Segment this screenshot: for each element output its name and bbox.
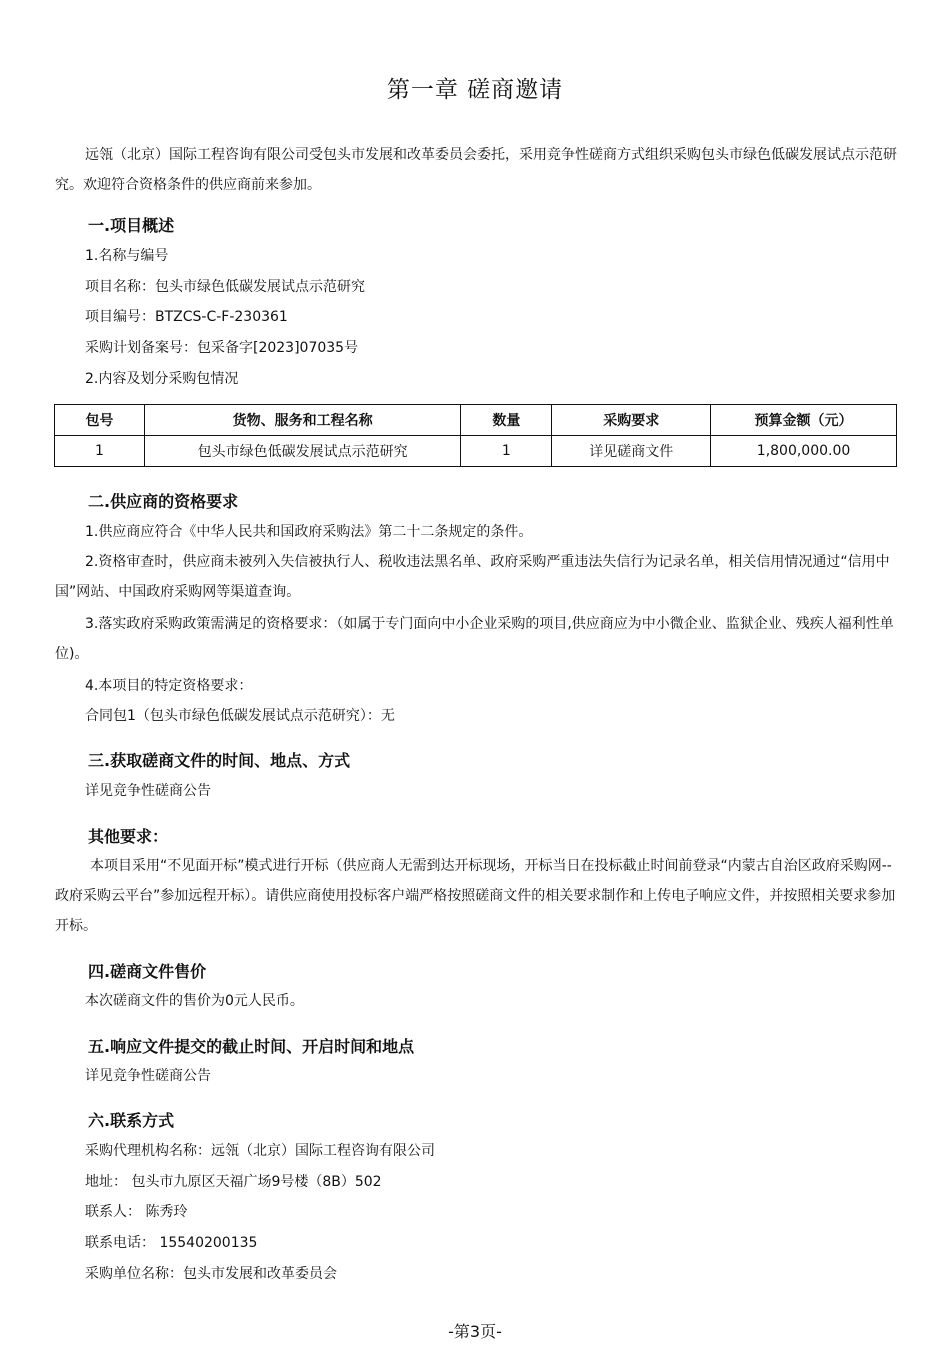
header-budget: 预算金额（元） <box>711 405 897 436</box>
project-name-line: 项目名称：包头市绿色低碳发展试点示范研究 <box>85 279 365 295</box>
package-table <box>54 404 897 467</box>
section-3-heading: 三.获取磋商文件的时间、地点、方式 <box>88 751 351 770</box>
cell-quantity: 1 <box>461 436 552 467</box>
cell-budget: 1,800,000.00 <box>711 436 897 467</box>
intro-paragraph: 远瓴（北京）国际工程咨询有限公司受包头市发展和改革委员会委托，采用竞争性磋商方式组织采购包头市绿色低碳发展试点示范研究。欢迎符合资格条件的供应商前来参加。 <box>55 147 897 193</box>
qualification-item-3: 3.落实政府采购政策需满足的资格要求：（如属于专门面向中小企业采购的项目,供应商应为中小微企业、监狱企业、残疾人福利性单位)。 <box>55 616 894 662</box>
section-4-heading: 四.磋商文件售价 <box>88 962 207 981</box>
cell-requirement: 详见磋商文件 <box>552 436 711 467</box>
header-requirement: 采购要求 <box>552 405 711 436</box>
s1-subheading-name: 1.名称与编号 <box>85 248 169 264</box>
header-quantity: 数量 <box>461 405 552 436</box>
address-line: 地址： 包头市九原区天福广场9号楼（8B）502 <box>85 1174 382 1190</box>
page-number: -第3页- <box>448 1322 502 1341</box>
table-header-row <box>55 405 897 436</box>
other-requirements-heading: 其他要求： <box>88 827 169 846</box>
s1-subheading-content: 2.内容及划分采购包情况 <box>85 371 239 387</box>
phone-line: 联系电话： 15540200135 <box>85 1235 258 1251</box>
contact-person-line: 联系人： 陈秀玲 <box>85 1204 188 1220</box>
project-code-line: 项目编号：BTZCS-C-F-230361 <box>85 309 288 325</box>
qualification-item-4-detail: 合同包1（包头市绿色低碳发展试点示范研究）：无 <box>85 708 395 724</box>
other-requirements-text: 本项目采用“不见面开标”模式进行开标（供应商人无需到达开标现场，开标当日在投标截止时间前登录“内蒙古自治区政府采购网--政府采购云平台”参加远程开标）。请供应商使用投标客户端严格按照磋商文件的相关要求制作和上传电子响应文件，并按照相关要求参加开标。 <box>55 858 896 934</box>
cell-item-name: 包头市绿色低碳发展试点示范研究 <box>144 436 461 467</box>
header-item-name: 货物、服务和工程名称 <box>144 405 461 436</box>
header-package-no: 包号 <box>55 405 145 436</box>
section-6-heading: 六.联系方式 <box>88 1111 175 1130</box>
section-2-heading: 二.供应商的资格要求 <box>88 492 239 511</box>
purchaser-name-line: 采购单位名称：包头市发展和改革委员会 <box>85 1266 337 1282</box>
plan-record-line: 采购计划备案号：包采备字[2023]07035号 <box>85 340 359 356</box>
page-title: 第一章 磋商邀请 <box>386 77 564 103</box>
qualification-item-4: 4.本项目的特定资格要求： <box>85 678 253 694</box>
section-1-heading: 一.项目概述 <box>88 216 175 235</box>
section-3-text: 详见竞争性磋商公告 <box>85 783 211 799</box>
agency-name-line: 采购代理机构名称：远瓴（北京）国际工程咨询有限公司 <box>85 1143 435 1159</box>
qualification-item-2: 2.资格审查时，供应商未被列入失信被执行人、税收违法黑名单、政府采购严重违法失信行为记录名单，相关信用情况通过“信用中国”网站、中国政府采购网等渠道查询。 <box>55 554 890 600</box>
table-row <box>55 436 897 467</box>
section-5-heading: 五.响应文件提交的截止时间、开启时间和地点 <box>88 1037 415 1056</box>
section-5-text: 详见竞争性磋商公告 <box>85 1068 211 1084</box>
cell-package-no: 1 <box>55 436 145 467</box>
section-4-text: 本次磋商文件的售价为0元人民币。 <box>85 993 304 1009</box>
qualification-item-1: 1.供应商应符合《中华人民共和国政府采购法》第二十二条规定的条件。 <box>85 524 533 540</box>
